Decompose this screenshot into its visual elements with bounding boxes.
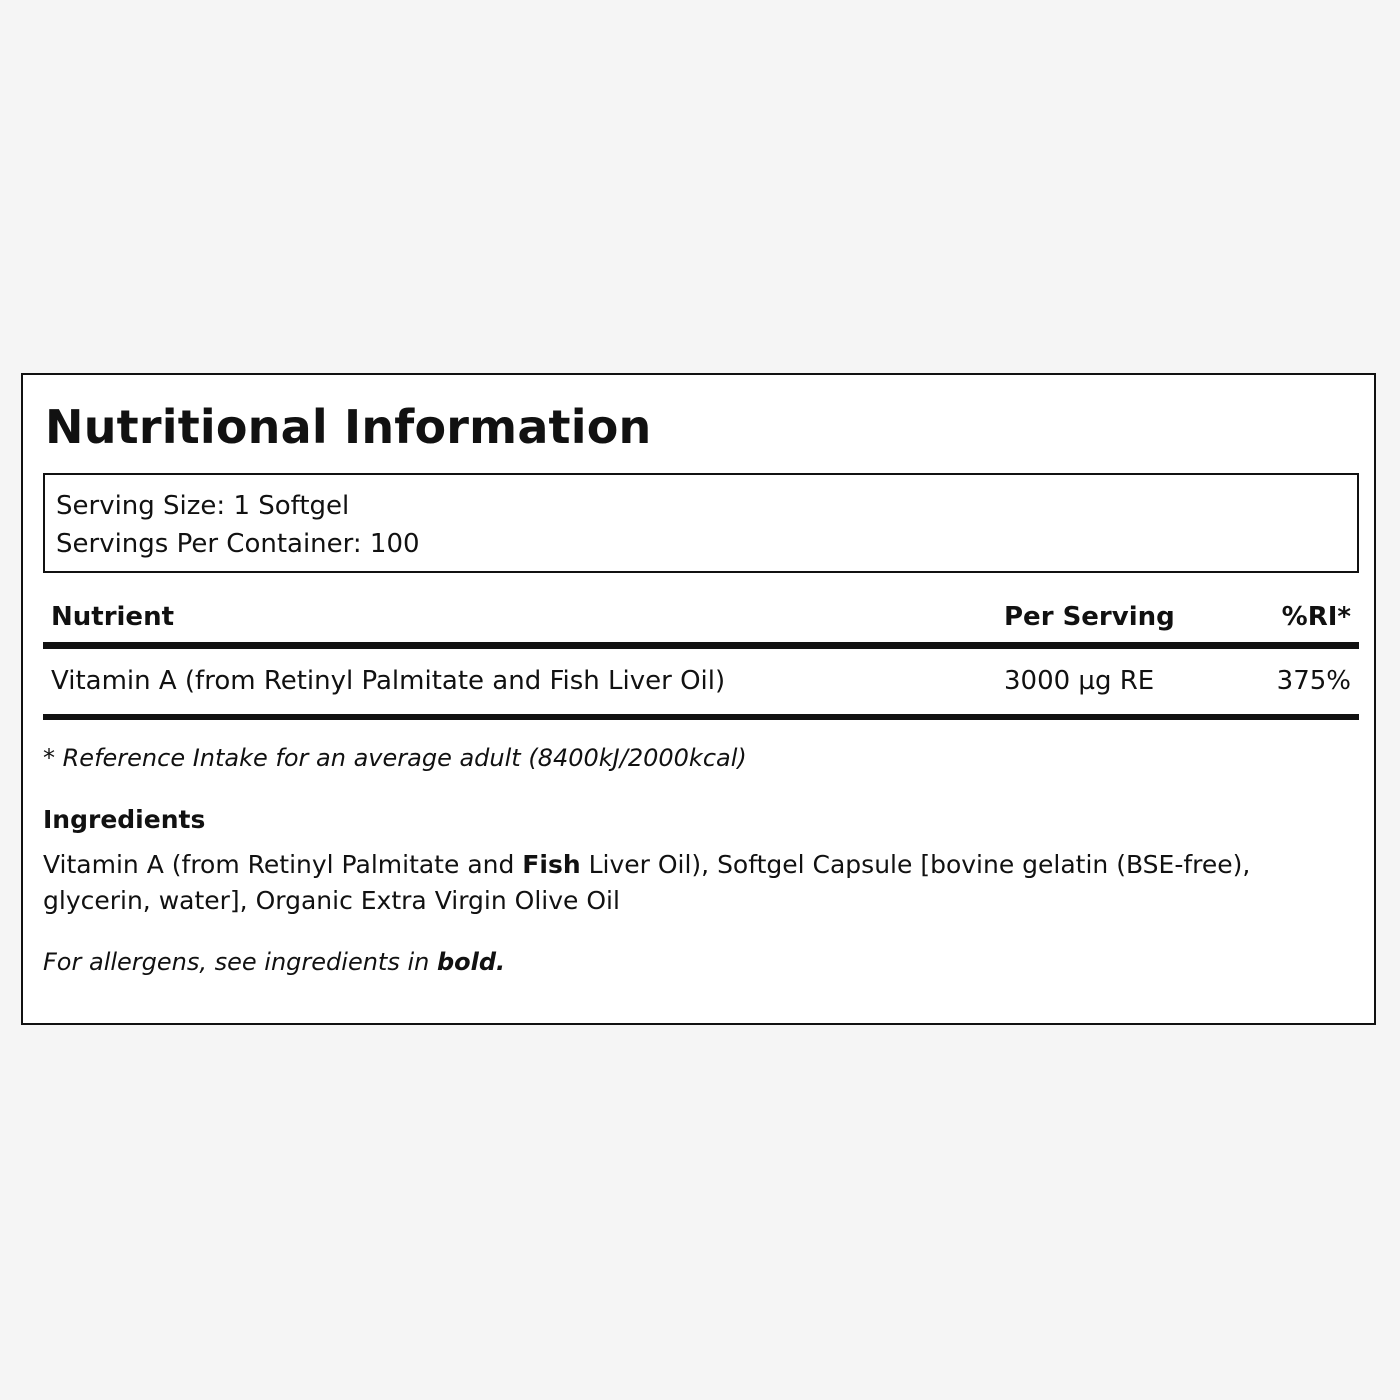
table-row [43, 649, 1359, 720]
allergen-note-text: For allergens, see ingredients in [43, 948, 437, 976]
ingredients-heading: Ingredients [43, 805, 206, 834]
header-per-serving: Per Serving [1004, 602, 1175, 632]
servings-per-container: Servings Per Container: 100 [56, 529, 420, 559]
ingredients-text-end: Liver Oil), Softgel Capsule [bovine gelatin (BSE-free), glycerin, water], Organic Extra Virgin Olive Oil [43, 850, 1251, 915]
nutrient-per-serving: 3000 µg RE [1004, 666, 1155, 696]
header-ri: %RI* [1281, 602, 1351, 632]
table-header-row [43, 593, 1359, 649]
serving-info-box [43, 473, 1359, 573]
nutrition-label-panel [21, 373, 1376, 1025]
serving-size: Serving Size: 1 Softgel [56, 491, 350, 521]
nutrient-table [43, 593, 1359, 720]
reference-intake-footnote: * Reference Intake for an average adult (8400kJ/2000kcal) [43, 744, 747, 772]
allergen-note-bold: bold. [436, 948, 506, 976]
label-title: Nutritional Information [45, 400, 652, 454]
allergen-note [43, 945, 505, 979]
ingredients-text-start: Vitamin A (from Retinyl Palmitate and [43, 850, 523, 879]
nutrient-ri: 375% [1276, 666, 1351, 696]
header-nutrient: Nutrient [51, 602, 175, 632]
ingredients-text [43, 847, 1343, 919]
allergen-ingredient: Fish [522, 850, 581, 879]
nutrient-name: Vitamin A (from Retinyl Palmitate and Fish Liver Oil) [51, 666, 726, 696]
